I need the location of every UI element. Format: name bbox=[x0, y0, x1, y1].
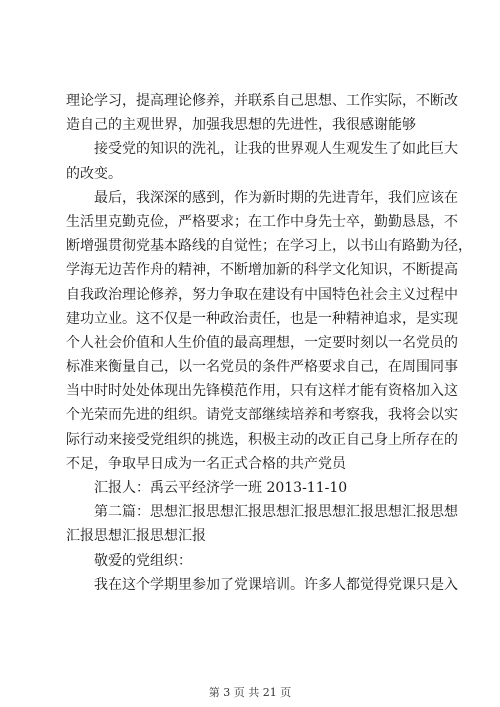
text-line: 的改变。 bbox=[66, 165, 122, 182]
text-line: 生活里克勤克俭，严格要求；在工作中身先士卒，勤勤恳恳，不 bbox=[66, 213, 458, 230]
text-line: 际行动来接受党组织的挑选，积极主动的改正自己身上所存在的 bbox=[66, 431, 458, 448]
text-line: 敬爱的党组织： bbox=[94, 552, 192, 569]
text-line: 建功立业。这不仅是一种政治责任，也是一种精神追求，是实现 bbox=[66, 310, 458, 327]
text-line: 造自己的主观世界，加强我思想的先进性，我很感谢能够 bbox=[66, 117, 416, 134]
page-footer: 第 3 页 共 21 页 bbox=[208, 686, 292, 699]
text-line: 个人社会价值和人生价值的最高理想，一定要时刻以一名党员的 bbox=[66, 334, 458, 351]
text-line: 个光荣而先进的组织。请党支部继续培养和考察我，我将会以实 bbox=[66, 407, 458, 424]
text-line: 不足，争取早日成为一名正式合格的共产党员 bbox=[66, 455, 346, 472]
text-line: 汇报思想汇报思想汇报 bbox=[66, 528, 206, 545]
text-line: 学海无边苦作舟的精神，不断增加新的科学文化知识，不断提高 bbox=[66, 262, 458, 279]
text-line: 自我政治理论修养，努力争取在建设有中国特色社会主义过程中 bbox=[66, 286, 458, 303]
document-body bbox=[66, 89, 472, 597]
text-line: 第二篇：思想汇报思想汇报思想汇报思想汇报思想汇报思想 bbox=[94, 504, 458, 521]
text-line: 接受党的知识的洗礼，让我的世界观人生观发生了如此巨大 bbox=[94, 141, 458, 158]
text-line: 最后，我深深的感到，作为新时期的先进青年，我们应该在 bbox=[94, 189, 458, 206]
text-line: 断增强贯彻党基本路线的自觉性；在学习上，以书山有路勤为径， bbox=[66, 238, 472, 255]
text-line: 理论学习，提高理论修养，并联系自己思想、工作实际，不断改 bbox=[66, 93, 458, 109]
text-line: 汇报人：禹云平经济学一班 2013-11-10 bbox=[94, 480, 348, 496]
text-line: 我在这个学期里参加了党课培训。许多人都觉得党课只是入 bbox=[94, 576, 458, 593]
text-line: 标准来衡量自己，以一名党员的条件严格要求自己，在周围同事 bbox=[66, 359, 458, 376]
text-line: 当中时时处处体现出先锋模范作用，只有这样才能有资格加入这 bbox=[66, 383, 458, 400]
